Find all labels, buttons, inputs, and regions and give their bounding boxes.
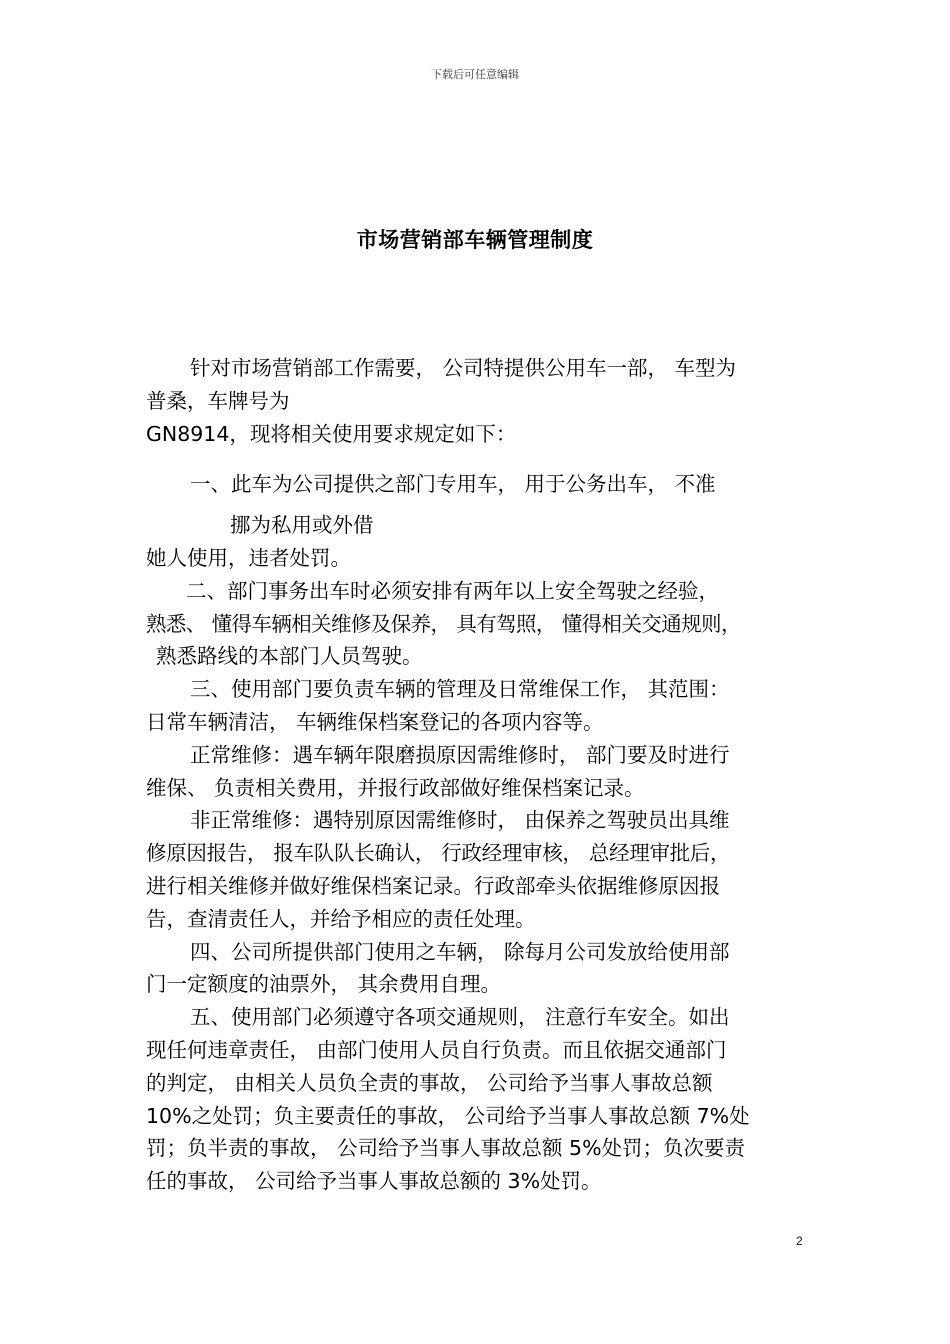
document-body: [146, 352, 818, 1198]
text-line: 日常车辆清洁， 车辆维保档案登记的各项内容等。: [146, 709, 604, 734]
paragraph-item-1: [146, 468, 818, 574]
text-line: 她人使用，违者处罚。: [146, 545, 351, 570]
text-line: 三、使用部门要负责车辆的管理及日常维保工作， 其范围：: [190, 677, 730, 702]
page-number: 2: [796, 1234, 803, 1248]
text-line: GN8914，现将相关使用要求规定如下：: [146, 421, 517, 446]
text-line: 修原因报告， 报车队队长确认， 行政经理审核， 总经理审批后，: [146, 841, 731, 866]
text-line: 10%之处罚；负主要责任的事故， 公司给予当事人事故总额 7%处: [146, 1103, 750, 1128]
paragraph-item-5: [146, 1001, 818, 1198]
item-number: 四、: [190, 939, 231, 964]
text-line: 挪为私用或外借: [230, 513, 374, 538]
text-line: 一、此车为公司提供之部门专用车， 用于公务出车， 不准: [190, 472, 716, 497]
paragraph-intro: [146, 352, 818, 450]
text-line: 罚；负半责的事故， 公司给予当事人事故总额 5%处罚；负次要责: [146, 1136, 746, 1161]
text-line: 进行相关维修并做好维保档案记录。行政部牵头依据维修原因报: [146, 873, 720, 898]
paragraph-normal-maintenance: [146, 739, 818, 805]
text-line: 门一定额度的油票外， 其余费用自理。: [146, 972, 502, 997]
text-line: 非正常维修：遇特别原因需维修时， 由保养之驾驶员出具维: [190, 808, 730, 833]
item-number: 二、: [186, 578, 227, 603]
text-line: 任的事故， 公司给予当事人事故总额的 3%处罚。: [146, 1169, 602, 1194]
text-line: 的判定， 由相关人员负全责的事故， 公司给予当事人事故总额: [146, 1070, 713, 1095]
text-line: 普桑，车牌号为: [146, 388, 290, 413]
text-line: 现任何违章责任， 由部门使用人员自行负责。而且依据交通部门: [146, 1037, 727, 1062]
text-line: 维保、 负责相关费用，并报行政部做好维保档案记录。: [146, 775, 645, 800]
item-number: 一、: [190, 472, 231, 497]
header-note: 下载后可任意编辑: [431, 68, 519, 81]
text-line: 熟悉路线的本部门人员驾驶。: [156, 644, 423, 669]
text-line: 针对市场营销部工作需要， 公司特提供公用车一部， 车型为: [190, 356, 737, 380]
paragraph-abnormal-maintenance: [146, 804, 818, 935]
item-number: 五、: [190, 1005, 231, 1030]
text-line: 熟悉、 懂得车辆相关维修及保养， 具有驾照， 懂得相关交通规则，: [146, 611, 741, 636]
paragraph-item-2: [146, 575, 818, 673]
document-title: 市场营销部车辆管理制度: [356, 228, 594, 252]
text-line: 四、公司所提供部门使用之车辆， 除每月公司发放给使用部: [190, 939, 730, 964]
item-number: 三、: [190, 677, 231, 702]
paragraph-item-3: [146, 673, 818, 739]
paragraph-item-4: [146, 936, 818, 1002]
text-line: 正常维修：遇车辆年限磨损原因需维修时， 部门要及时进行: [190, 742, 730, 767]
text-line: 二、部门事务出车时必须安排有两年以上安全驾驶之经验，: [186, 578, 719, 603]
text-line: 五、使用部门必须遵守各项交通规则， 注意行车安全。如出: [190, 1005, 730, 1030]
text-line: 告，查清责任人，并给予相应的责任处理。: [146, 906, 536, 931]
